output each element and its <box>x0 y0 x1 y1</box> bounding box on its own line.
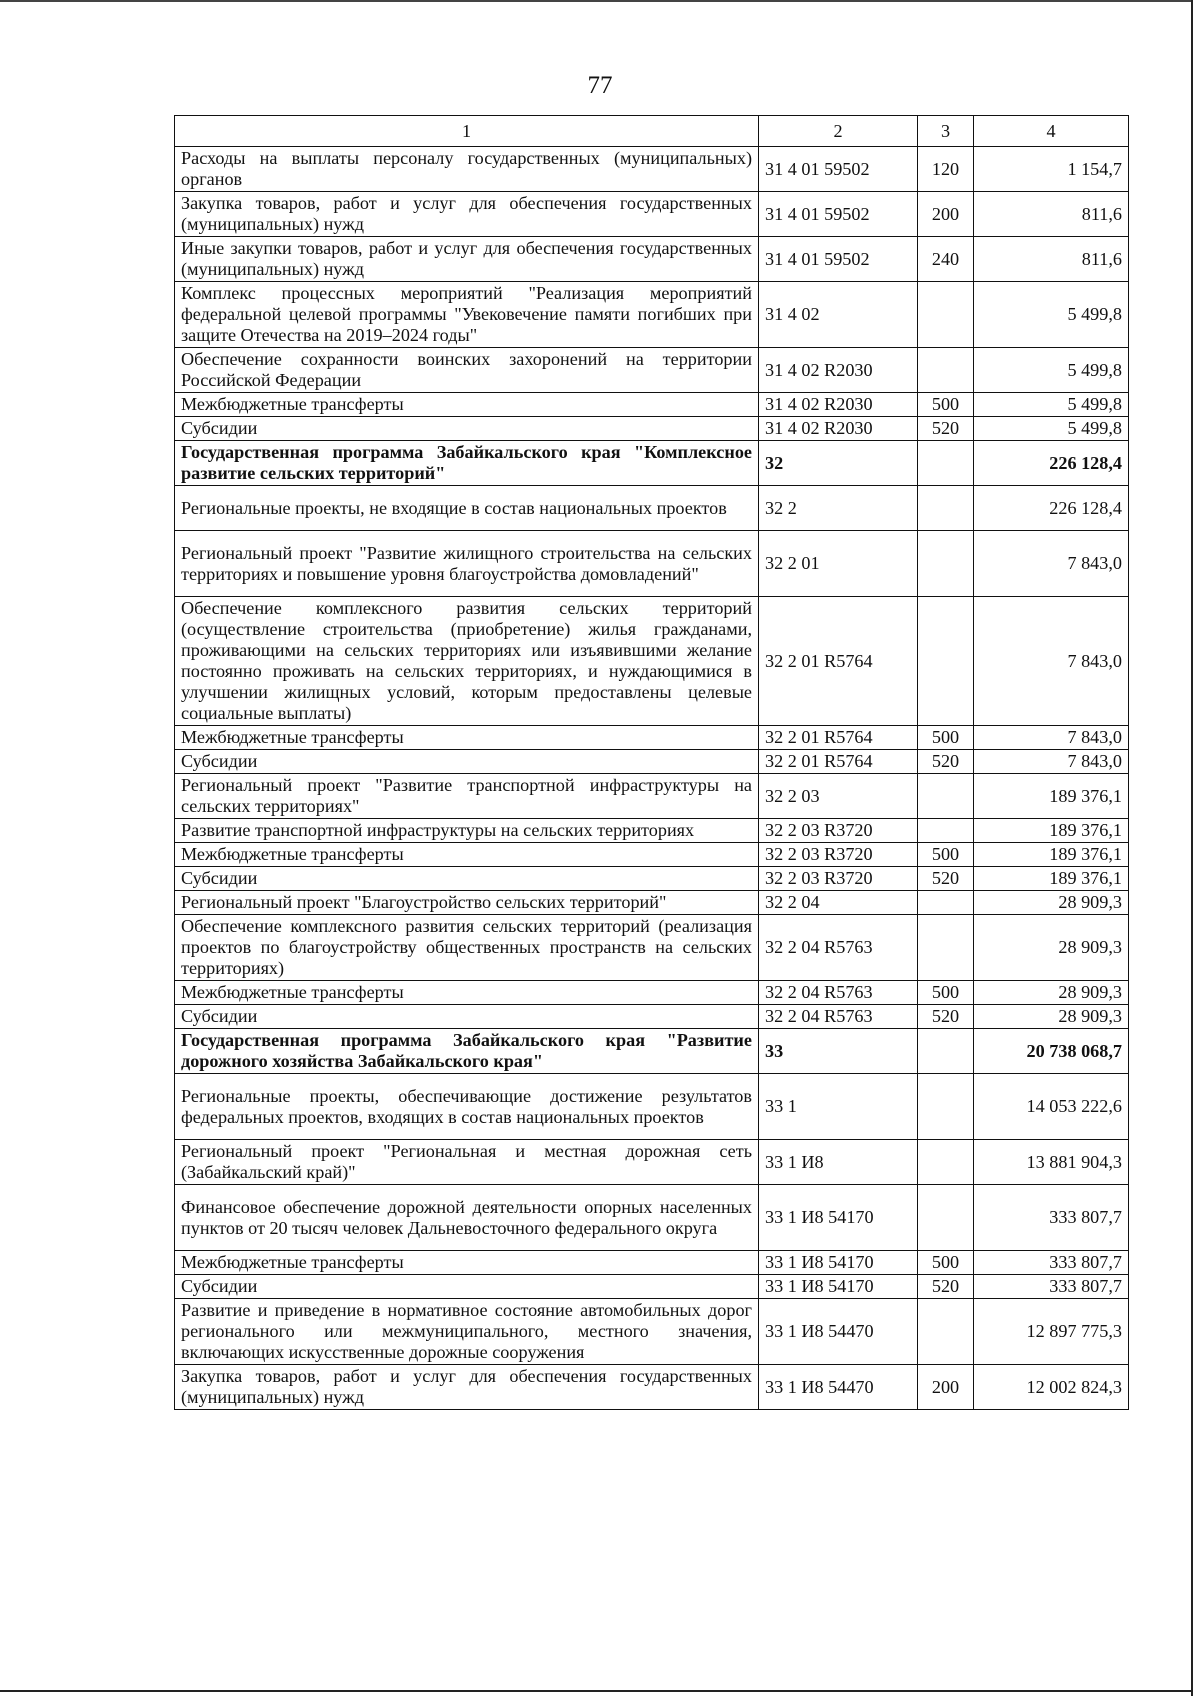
row-amount: 333 807,7 <box>974 1275 1129 1299</box>
row-amount: 28 909,3 <box>974 1005 1129 1029</box>
row-code: 32 2 04 R5763 <box>759 915 918 981</box>
row-amount: 5 499,8 <box>974 348 1129 393</box>
row-code: 33 1 И8 <box>759 1140 918 1185</box>
table-row <box>175 891 1129 915</box>
row-amount: 189 376,1 <box>974 819 1129 843</box>
row-name: Расходы на выплаты персоналу государственных (муниципальных) органов <box>175 147 759 192</box>
scan-border-bottom <box>0 1690 1193 1692</box>
table-row <box>175 192 1129 237</box>
row-name: Региональный проект "Региональная и местная дорожная сеть (Забайкальский край)" <box>175 1140 759 1185</box>
scan-border-top <box>0 0 1193 2</box>
row-amount: 7 843,0 <box>974 531 1129 597</box>
row-amount: 20 738 068,7 <box>974 1029 1129 1074</box>
table-row <box>175 819 1129 843</box>
table-row <box>175 915 1129 981</box>
row-name: Региональный проект "Благоустройство сельских территорий" <box>175 891 759 915</box>
row-code: 33 1 <box>759 1074 918 1140</box>
row-amount: 12 897 775,3 <box>974 1299 1129 1365</box>
row-amount: 28 909,3 <box>974 981 1129 1005</box>
row-expense-type <box>918 1299 974 1365</box>
row-name: Государственная программа Забайкальского края "Комплексное развитие сельских территорий" <box>175 441 759 486</box>
row-code: 32 2 03 R3720 <box>759 843 918 867</box>
row-name: Обеспечение комплексного развития сельских территорий (осуществление строительства (приобретение) жилья гражданами, проживающими на сельских территориях или изъявившими желание постоянно проживать на сельских территориях, и нуждающимися в улучшении жилищных условий, которым предоставлены целевые социальные выплаты) <box>175 597 759 726</box>
row-name: Межбюджетные трансферты <box>175 1251 759 1275</box>
row-amount: 7 843,0 <box>974 750 1129 774</box>
row-expense-type <box>918 597 974 726</box>
row-amount: 14 053 222,6 <box>974 1074 1129 1140</box>
row-code: 31 4 02 R2030 <box>759 348 918 393</box>
row-expense-type <box>918 441 974 486</box>
row-expense-type <box>918 282 974 348</box>
row-expense-type: 500 <box>918 981 974 1005</box>
row-expense-type: 200 <box>918 1365 974 1410</box>
row-code: 32 2 03 <box>759 774 918 819</box>
table-row <box>175 147 1129 192</box>
row-name: Субсидии <box>175 1275 759 1299</box>
row-name: Финансовое обеспечение дорожной деятельности опорных населенных пунктов от 20 тысяч человек Дальневосточного федерального округа <box>175 1185 759 1251</box>
column-header-code: 2 <box>759 116 918 147</box>
row-code: 33 <box>759 1029 918 1074</box>
row-code: 31 4 02 <box>759 282 918 348</box>
column-header-expense-type: 3 <box>918 116 974 147</box>
table-row <box>175 1275 1129 1299</box>
row-name: Государственная программа Забайкальского края "Развитие дорожного хозяйства Забайкальского края" <box>175 1029 759 1074</box>
table-row <box>175 1140 1129 1185</box>
row-name: Закупка товаров, работ и услуг для обеспечения государственных (муниципальных) нужд <box>175 1365 759 1410</box>
row-amount: 333 807,7 <box>974 1251 1129 1275</box>
row-expense-type <box>918 891 974 915</box>
row-name: Иные закупки товаров, работ и услуг для обеспечения государственных (муниципальных) нужд <box>175 237 759 282</box>
table-row <box>175 237 1129 282</box>
row-name: Региональный проект "Развитие транспортной инфраструктуры на сельских территориях" <box>175 774 759 819</box>
table-row <box>175 774 1129 819</box>
row-code: 32 <box>759 441 918 486</box>
row-expense-type: 500 <box>918 393 974 417</box>
row-expense-type: 520 <box>918 417 974 441</box>
row-code: 32 2 04 R5763 <box>759 981 918 1005</box>
table-row <box>175 726 1129 750</box>
row-name: Развитие транспортной инфраструктуры на сельских территориях <box>175 819 759 843</box>
row-expense-type: 520 <box>918 1275 974 1299</box>
row-code: 31 4 02 R2030 <box>759 393 918 417</box>
row-name: Межбюджетные трансферты <box>175 393 759 417</box>
row-name: Субсидии <box>175 417 759 441</box>
row-expense-type <box>918 1029 974 1074</box>
row-code: 33 1 И8 54470 <box>759 1299 918 1365</box>
row-amount: 13 881 904,3 <box>974 1140 1129 1185</box>
table-row <box>175 531 1129 597</box>
row-name: Комплекс процессных мероприятий "Реализация мероприятий федеральной целевой программы "Увековечение памяти погибших при защите Отечества на 2019–2024 годы" <box>175 282 759 348</box>
row-code: 31 4 01 59502 <box>759 192 918 237</box>
row-expense-type <box>918 819 974 843</box>
row-amount: 226 128,4 <box>974 441 1129 486</box>
row-expense-type <box>918 1074 974 1140</box>
table-row <box>175 1365 1129 1410</box>
row-code: 32 2 04 R5763 <box>759 1005 918 1029</box>
row-amount: 7 843,0 <box>974 597 1129 726</box>
row-expense-type: 500 <box>918 843 974 867</box>
row-amount: 12 002 824,3 <box>974 1365 1129 1410</box>
row-amount: 28 909,3 <box>974 915 1129 981</box>
row-code: 32 2 01 R5764 <box>759 726 918 750</box>
row-expense-type <box>918 1140 974 1185</box>
row-name: Межбюджетные трансферты <box>175 843 759 867</box>
table-row <box>175 1029 1129 1074</box>
row-expense-type: 500 <box>918 726 974 750</box>
row-code: 31 4 01 59502 <box>759 147 918 192</box>
row-expense-type: 240 <box>918 237 974 282</box>
row-name: Обеспечение сохранности воинских захоронений на территории Российской Федерации <box>175 348 759 393</box>
row-expense-type <box>918 915 974 981</box>
row-code: 33 1 И8 54170 <box>759 1251 918 1275</box>
row-code: 32 2 01 R5764 <box>759 750 918 774</box>
row-amount: 333 807,7 <box>974 1185 1129 1251</box>
column-header-name: 1 <box>175 116 759 147</box>
row-code: 32 2 03 R3720 <box>759 819 918 843</box>
row-expense-type <box>918 348 974 393</box>
row-expense-type: 520 <box>918 867 974 891</box>
row-expense-type: 520 <box>918 750 974 774</box>
table-row <box>175 597 1129 726</box>
row-expense-type: 520 <box>918 1005 974 1029</box>
table-row <box>175 1005 1129 1029</box>
table-row <box>175 441 1129 486</box>
row-name: Межбюджетные трансферты <box>175 981 759 1005</box>
row-name: Региональные проекты, не входящие в состав национальных проектов <box>175 486 759 531</box>
row-name: Региональные проекты, обеспечивающие достижение результатов федеральных проектов, входящих в состав национальных проектов <box>175 1074 759 1140</box>
row-name: Межбюджетные трансферты <box>175 726 759 750</box>
row-expense-type <box>918 486 974 531</box>
row-code: 31 4 01 59502 <box>759 237 918 282</box>
row-code: 33 1 И8 54470 <box>759 1365 918 1410</box>
column-header-amount: 4 <box>974 116 1129 147</box>
row-code: 33 1 И8 54170 <box>759 1275 918 1299</box>
page-number: 77 <box>587 72 613 99</box>
table-row <box>175 486 1129 531</box>
row-amount: 189 376,1 <box>974 867 1129 891</box>
table-row <box>175 1299 1129 1365</box>
row-amount: 5 499,8 <box>974 417 1129 441</box>
row-expense-type: 120 <box>918 147 974 192</box>
row-amount: 5 499,8 <box>974 282 1129 348</box>
row-amount: 1 154,7 <box>974 147 1129 192</box>
table-row <box>175 417 1129 441</box>
row-expense-type: 200 <box>918 192 974 237</box>
table-row <box>175 843 1129 867</box>
table-body <box>175 147 1129 1410</box>
row-expense-type: 500 <box>918 1251 974 1275</box>
row-expense-type <box>918 531 974 597</box>
table-row <box>175 282 1129 348</box>
row-name: Обеспечение комплексного развития сельских территорий (реализация проектов по благоустройству общественных пространств на сельских территориях) <box>175 915 759 981</box>
row-name: Субсидии <box>175 1005 759 1029</box>
row-code: 31 4 02 R2030 <box>759 417 918 441</box>
row-name: Развитие и приведение в нормативное состояние автомобильных дорог регионального или межмуниципального, местного значения, включающих искусственные дорожные сооружения <box>175 1299 759 1365</box>
budget-table <box>174 115 1129 1410</box>
row-amount: 189 376,1 <box>974 843 1129 867</box>
row-amount: 7 843,0 <box>974 726 1129 750</box>
row-amount: 28 909,3 <box>974 891 1129 915</box>
table-row <box>175 867 1129 891</box>
row-code: 32 2 <box>759 486 918 531</box>
row-amount: 189 376,1 <box>974 774 1129 819</box>
row-amount: 5 499,8 <box>974 393 1129 417</box>
table-row <box>175 1185 1129 1251</box>
row-name: Субсидии <box>175 750 759 774</box>
row-expense-type <box>918 1185 974 1251</box>
row-code: 32 2 03 R3720 <box>759 867 918 891</box>
row-name: Закупка товаров, работ и услуг для обеспечения государственных (муниципальных) нужд <box>175 192 759 237</box>
table-row <box>175 393 1129 417</box>
table-row <box>175 750 1129 774</box>
scan-border-right <box>1191 0 1193 1696</box>
row-amount: 811,6 <box>974 192 1129 237</box>
table-row <box>175 1251 1129 1275</box>
row-code: 32 2 04 <box>759 891 918 915</box>
table-row <box>175 1074 1129 1140</box>
row-code: 33 1 И8 54170 <box>759 1185 918 1251</box>
table-row <box>175 348 1129 393</box>
row-amount: 811,6 <box>974 237 1129 282</box>
row-name: Региональный проект "Развитие жилищного строительства на сельских территориях и повышение уровня благоустройства домовладений" <box>175 531 759 597</box>
row-code: 32 2 01 <box>759 531 918 597</box>
row-amount: 226 128,4 <box>974 486 1129 531</box>
row-code: 32 2 01 R5764 <box>759 597 918 726</box>
row-expense-type <box>918 774 974 819</box>
row-name: Субсидии <box>175 867 759 891</box>
header-row <box>175 116 1129 147</box>
table-row <box>175 981 1129 1005</box>
